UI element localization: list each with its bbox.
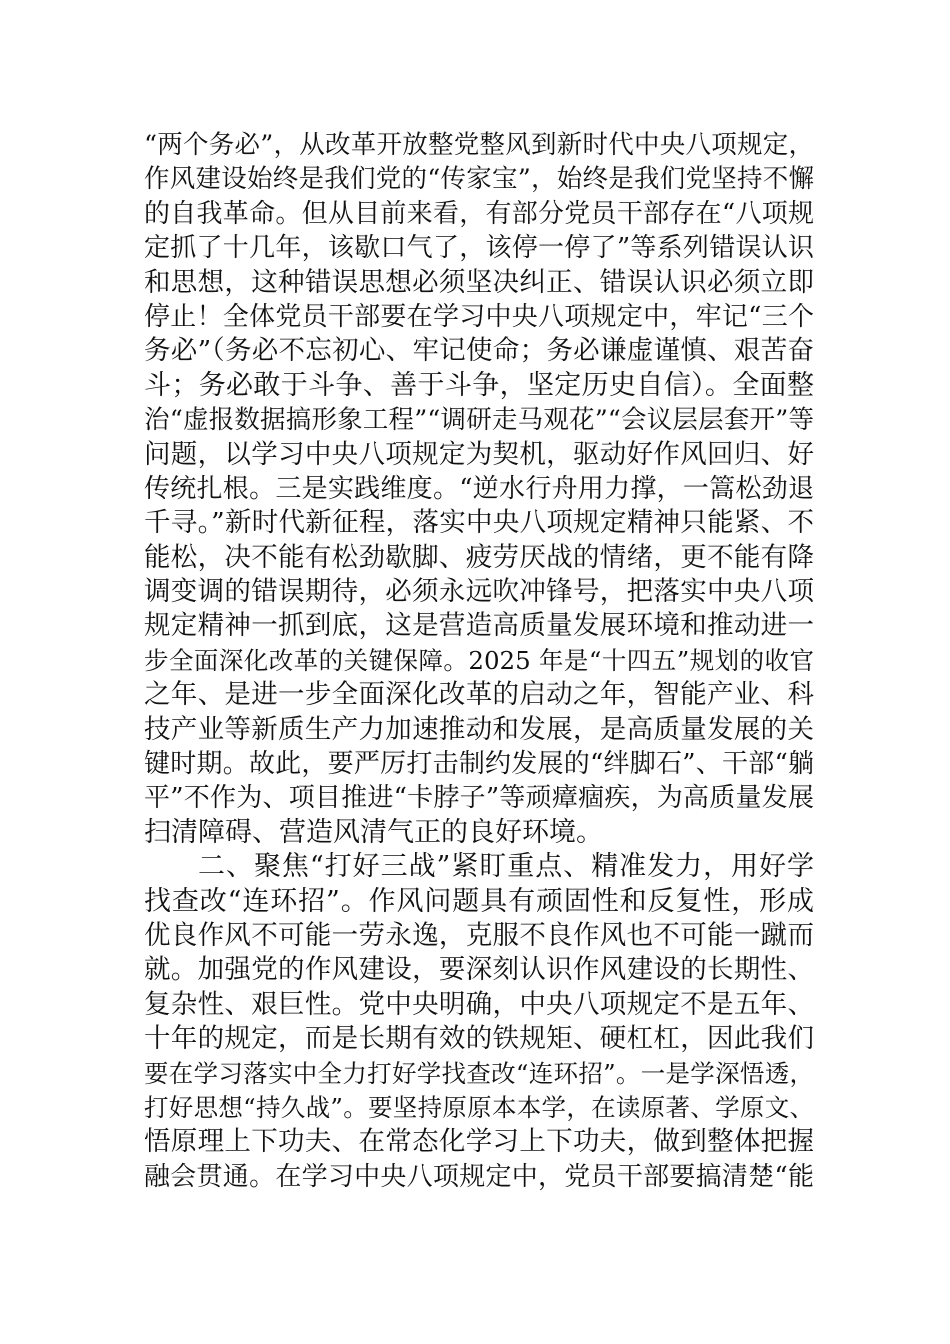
section-heading-line: 二、聚焦“打好三战”紧盯重点、精准发力，用好学 — [198, 851, 814, 883]
text-line: 平”不作为、项目推进“卡脖子”等顽瘴痼疾，为高质量发展 — [144, 783, 814, 814]
body-text — [144, 128, 814, 1194]
text-line: 能松，决不能有松劲歇脚、疲劳厌战的情绪，更不能有降 — [144, 541, 814, 573]
text-line: 之年、是进一步全面深化改革的启动之年，智能产业、科 — [144, 679, 814, 711]
text-line: 斗；务必敢于斗争、善于斗争，坚定历史自信）。全面整 — [144, 369, 814, 401]
text-line: 停止！全体党员干部要在学习中央八项规定中，牢记“三个 — [144, 301, 814, 332]
text-line: 技产业等新质生产力加速推动和发展，是高质量发展的关 — [144, 713, 814, 745]
text-line: 治“虚报数据搞形象工程”“调研走马观花”“会议层层套开”等 — [144, 405, 814, 436]
text-line: 扫清障碍、营造风清气正的良好环境。 — [144, 816, 603, 848]
text-line: 十年的规定，而是长期有效的铁规矩、硬杠杠，因此我们 — [144, 1023, 814, 1055]
text-line: 作风建设始终是我们党的“传家宝”，始终是我们党坚持不懈 — [144, 164, 814, 195]
text-line: 规定精神一抓到底，这是营造高质量发展环境和推动进一 — [144, 610, 814, 642]
text-line: 找查改“连环招”。作风问题具有顽固性和反复性，形成 — [144, 885, 814, 917]
text-line: 打好思想“持久战”。要坚持原原本本学，在读原著、学原文、 — [144, 1092, 814, 1122]
text-line: 优良作风不可能一劳永逸，克服不良作风也不可能一蹴而 — [144, 919, 814, 951]
text-line: 传统扎根。三是实践维度。“逆水行舟用力撑，一篙松劲退 — [144, 473, 814, 504]
paragraph — [144, 128, 814, 850]
text-line: 复杂性、艰巨性。党中央明确，中央八项规定不是五年、 — [144, 988, 814, 1020]
text-line: 千寻。”新时代新征程，落实中央八项规定精神只能紧、不 — [144, 507, 814, 539]
text-line: 务必”（务必不忘初心、牢记使命；务必谦虚谨慎、艰苦奋 — [144, 335, 814, 367]
text-line: 调变调的错误期待，必须永远吹冲锋号，把落实中央八项 — [144, 576, 814, 608]
text-line: “两个务必”，从改革开放整党整风到新时代中央八项规定， — [144, 130, 814, 160]
text-line: 的自我革命。但从目前来看，有部分党员干部存在“八项规 — [144, 198, 814, 229]
text-line: 步全面深化改革的关键保障。2025 年是“十四五”规划的收官 — [144, 645, 814, 675]
text-line: 悟原理上下功夫、在常态化学习上下功夫，做到整体把握 — [144, 1126, 814, 1158]
text-line: 就。加强党的作风建设，要深刻认识作风建设的长期性、 — [144, 954, 814, 986]
text-line: 键时期。故此，要严厉打击制约发展的“绊脚石”、干部“躺 — [144, 749, 814, 780]
text-line: 融会贯通。在学习中央八项规定中，党员干部要搞清楚“能 — [144, 1161, 814, 1192]
text-line: 定抓了十几年，该歇口气了，该停一停了”等系列错误认识 — [144, 233, 814, 264]
text-line: 问题，以学习中央八项规定为契机，驱动好作风回归、好 — [144, 438, 814, 470]
text-line: 要在学习落实中全力打好学找查改“连环招”。一是学深悟透， — [144, 1058, 814, 1088]
paragraph — [144, 850, 814, 1194]
text-line: 和思想，这种错误思想必须坚决纠正、错误认识必须立即 — [144, 266, 814, 298]
